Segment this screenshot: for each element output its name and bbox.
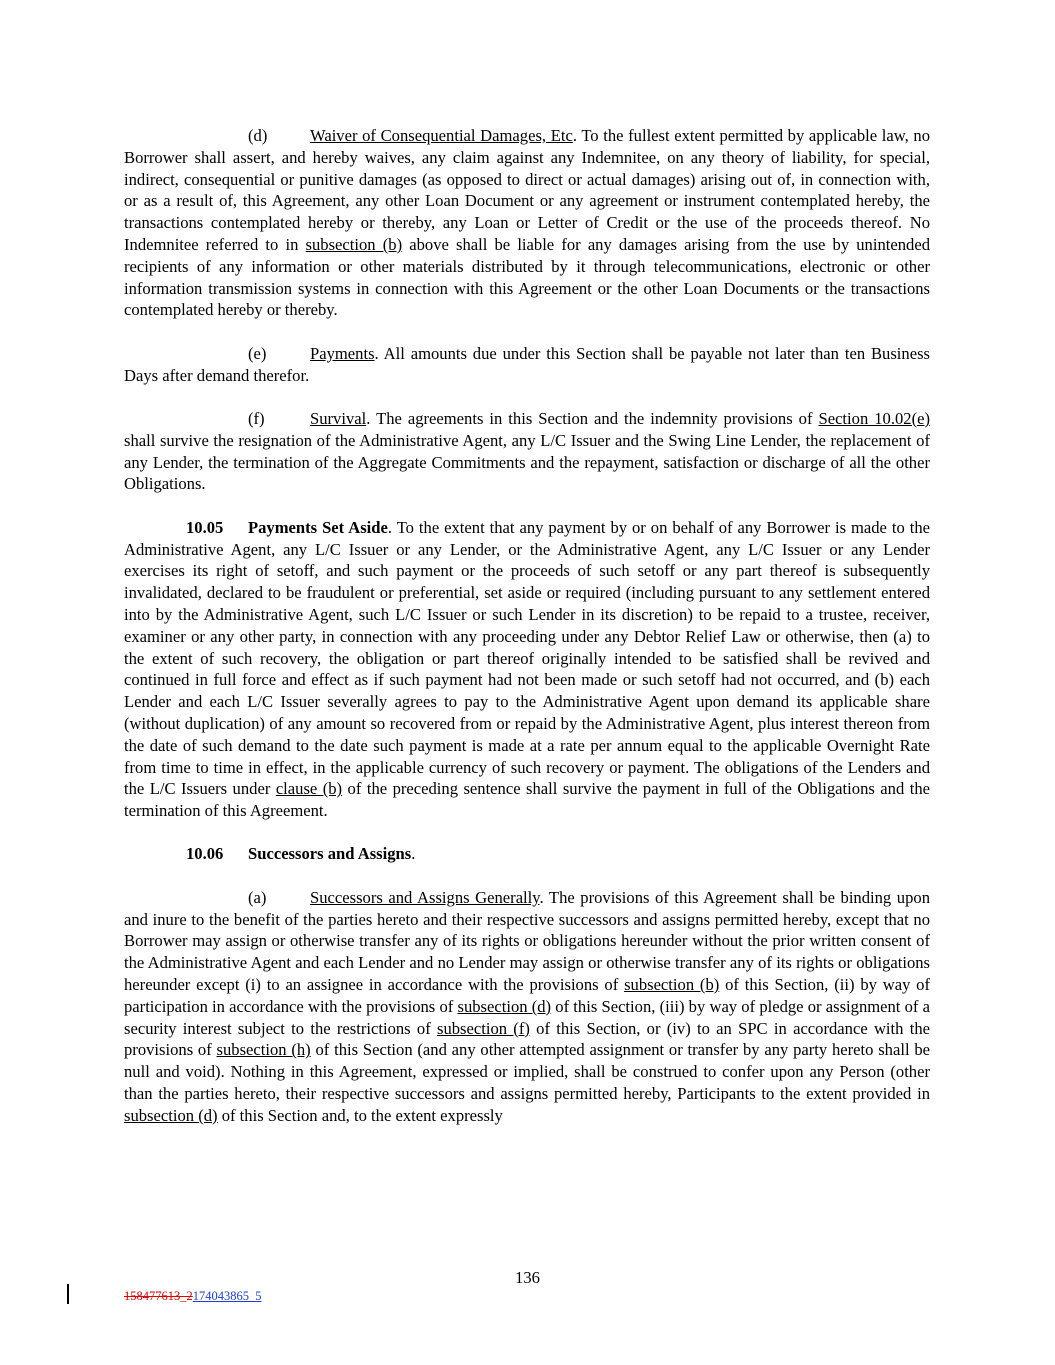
cross-reference: subsection (d) [124,1105,218,1125]
cross-reference: subsection (h) [216,1040,311,1060]
paragraph-label: (a) [248,887,267,907]
paragraph-heading: Successors and Assigns Generally [310,887,540,907]
paragraph-heading: Payments [310,343,375,363]
section-title: Payments Set Aside [248,517,388,537]
section-title: Successors and Assigns [248,844,412,864]
page-number: 136 [515,1268,540,1287]
document-body [124,125,930,1148]
cross-reference: subsection (b) [624,975,720,995]
change-bar [67,1284,69,1304]
section-number: 10.06 [186,844,224,864]
section-10-05: 10.05 Payments Set Aside. To the extent that any payment by or on behalf of any Borrower is made to the Administrative Agent, any L/C Issuer or any Lender, or the Administrative Agent, any L/C Issuer or any Lender exercises its right of setoff, and such payment or the proceeds of such setoff or any part thereof is subsequently invalidated, declared to be fraudulent or preferential, set aside or required (including pursuant to any settlement entered into by the Administrative Agent, such L/C Issuer or such Lender in its discretion) to be repaid to a trustee, receiver, examiner or any other party, in connection with any proceeding under any Debtor Relief Law or otherwise, then (a) to the extent of such recovery, the obligation or part thereof originally intended to be satisfied shall be revived and continued in full force and effect as if such payment had not been made or such setoff had not occurred, and (b) each Lender and each L/C Issuer severally agrees to pay to the Administrative Agent upon demand its applicable share (without duplication) of any amount so recovered from or repaid by the Administrative Agent, plus interest thereon from the date of such demand to the date such payment is made at a rate per annum equal to the applicable Overnight Rate from time to time in effect, in the applicable currency of such recovery or payment. The obligations of the Lenders and the L/C Issuers under clause (b) of the preceding sentence shall survive the payment in full of the Obligations and the termination of this Agreement. [124,517,930,821]
paragraph-e: (e) Payments. All amounts due under this Section shall be payable not later than ten Business Days after demand therefor. [124,343,930,385]
cross-reference: subsection (d) [457,996,552,1016]
paragraph-heading: Survival [310,408,367,428]
paragraph-label: (d) [248,126,268,145]
cross-reference: clause (b) [275,779,343,799]
section-10-06: 10.06 Successors and Assigns. [186,844,416,864]
section-number: 10.05 [186,517,224,537]
paragraph-label: (f) [248,408,265,428]
deleted-doc-id: 158477613_2 [124,1289,193,1303]
paragraph-a: (a) Successors and Assigns Generally. The provisions of this Agreement shall be binding upon and inure to the benefit of the parties hereto and their respective successors and assigns permitted hereby, except that no Borrower may assign or otherwise transfer any of its rights or obligations hereunder without the prior written consent of the Administrative Agent and each Lender and no Lender may assign or otherwise transfer any of its rights or obligations hereunder except (i) to an assignee in accordance with the provisions of subsection (b) of this Section, (ii) by way of participation in accordance with the provisions of subsection (d) of this Section, (iii) by way of pledge or assignment of a security interest subject to the restrictions of subsection (f) of this Section, or (iv) to an SPC in accordance with the provisions of subsection (h) of this Section (and any other attempted assignment or transfer by any party hereto shall be null and void). Nothing in this Agreement, expressed or implied, shall be construed to confer upon any Person (other than the parties hereto, their respective successors and assigns permitted hereby, Participants to the extent provided in subsection (d) of this Section and, to the extent expressly [124,887,931,1125]
paragraph-label: (e) [248,343,267,363]
paragraph-f: (f) Survival. The agreements in this Section and the indemnity provisions of Section 10.02(e) shall survive the resignation of the Administrative Agent, any L/C Issuer and the Swing Line Lender, the replacement of any Lender, the termination of the Aggregate Commitments and the repayment, satisfaction or discharge of all the other Obligations. [124,408,930,494]
cross-reference: Section 10.02(e) [818,408,930,428]
paragraph-d: (d) Waiver of Consequential Damages, Etc. To the fullest extent permitted by applicable law, no Borrower shall assert, and hereby waives, any claim against any Indemnitee, on any theory of liability, for special, indirect, consequential or punitive damages (as opposed to direct or actual damages) arising out of, in connection with, or as a result of, this Agreement, any other Loan Document or any agreement or instrument contemplated hereby, the transactions contemplated hereby or thereby, any Loan or Letter of Credit or the use of the proceeds thereof. No Indemnitee referred to in subsection (b) above shall be liable for any damages arising from the use by unintended recipients of any information or other materials distributed by it through telecommunications, electronic or other information transmission systems in connection with this Agreement or the other Loan Documents or the transactions contemplated hereby or thereby. [124,126,930,320]
paragraph-heading: Waiver of Consequential Damages, Etc [310,126,573,145]
document-id-footer [124,1289,262,1304]
inserted-doc-id: 174043865_5 [192,1289,262,1303]
cross-reference: subsection (b) [305,234,403,254]
cross-reference: subsection (f) [436,1018,530,1038]
